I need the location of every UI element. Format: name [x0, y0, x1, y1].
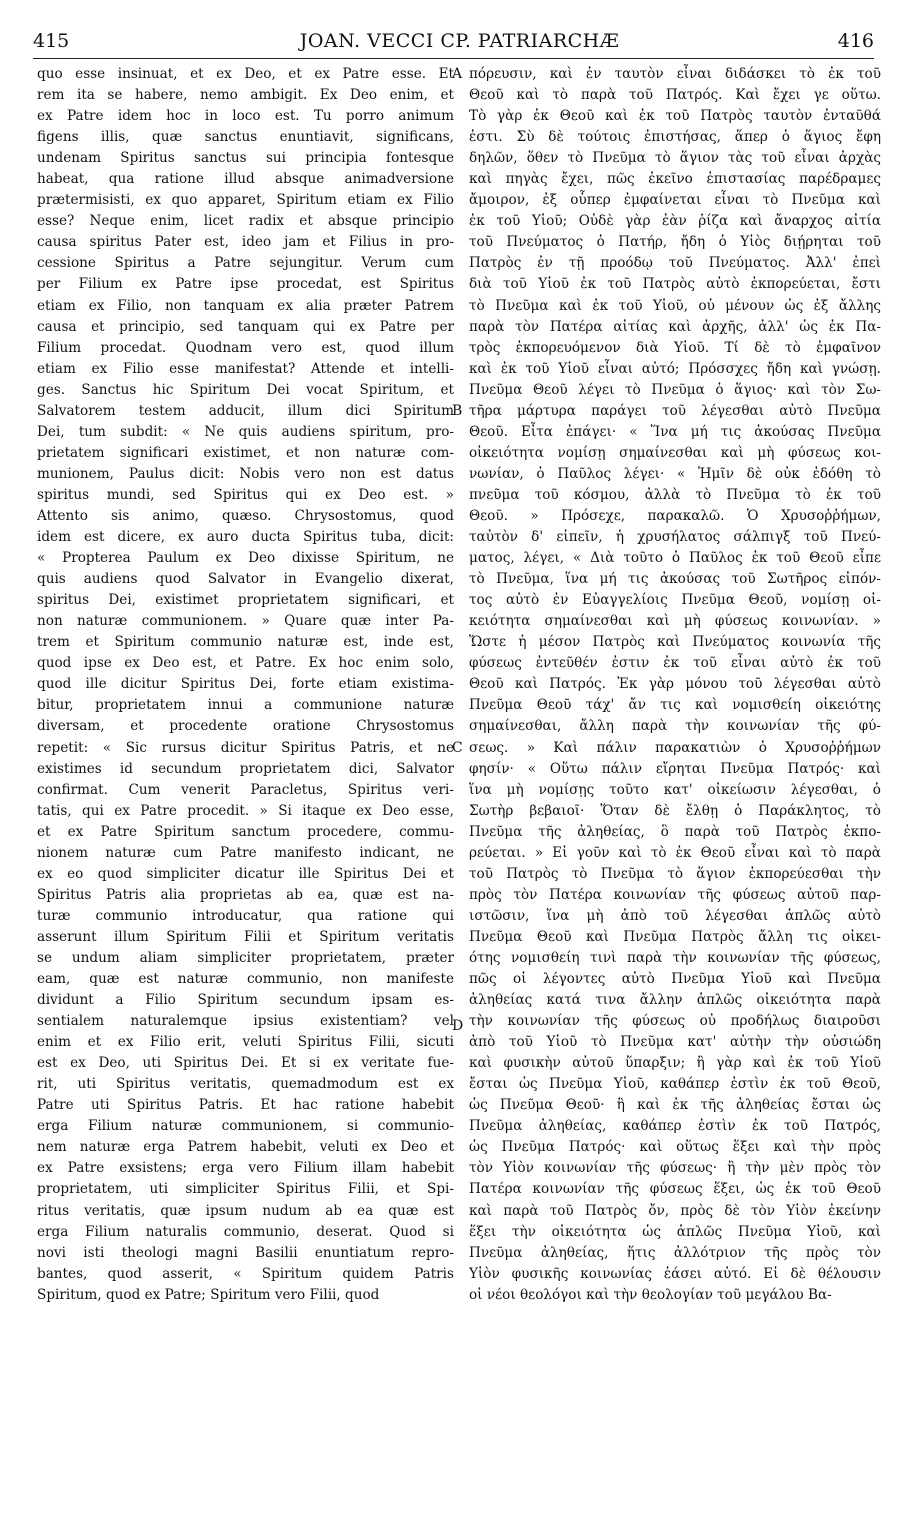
greek-text-line: πνεῦμα τοῦ κόσμου, ἀλλὰ τὸ Πνεῦμα τὸ ἐκ τοῦ	[469, 486, 881, 503]
greek-text-line: Πνεῦμα Θεοῦ καὶ Πνεῦμα Πατρὸς ἄλλη τις οἰκει-	[469, 928, 881, 945]
greek-text-line: ἵνα μὴ νομίσῃς τοῦτο κατ' οἰκείωσιν λέγεσθαι, ὁ	[469, 781, 881, 798]
greek-text-line: ἐστι. Σὺ δὲ τούτοις ἐπιστήσας, ἅπερ ὁ ἅγιος ἔφη	[469, 129, 881, 146]
latin-text-line: figens illis, quæ sanctus enuntiavit, significans,	[37, 129, 454, 146]
latin-text-line: Filium procedat. Quodnam vero est, quod illum	[37, 339, 454, 356]
greek-text-line: Πνεῦμα ἀληθείας, ἥτις ἀλλότριον τῆς πρὸς τὸν	[469, 1244, 881, 1261]
greek-text-line: ἀληθείας κατά τινα ἄλλην ἁπλῶς οἰκειότητα παρὰ	[469, 992, 881, 1009]
latin-text-line: Attento sis animo, quæso. Chrysostomus, quod	[37, 507, 454, 524]
latin-text-line: et ex Patre Spiritum sanctum procedere, commu-	[37, 823, 454, 840]
greek-text-line: οἰκειότητα νομίσῃ σημαίνεσθαι καὶ μὴ φύσεως κοι-	[469, 444, 881, 461]
greek-text-line: σεως. » Καὶ πάλιν παρακατιὼν ὁ Χρυσοῤῥήμων	[469, 739, 881, 756]
greek-text-line: τρὸς ἐκπορευόμενον διὰ Υἱοῦ. Τί δὲ τὸ ἐμφαῖνον	[469, 339, 881, 356]
greek-text-line: ματος, λέγει, « Διὰ τοῦτο ὁ Παῦλος ἐκ τοῦ Θεοῦ εἶπε	[469, 550, 881, 567]
latin-text-line: ges. Sanctus hic Spiritum Dei vocat Spiritum, et	[37, 381, 454, 398]
greek-text-line: πόρευσιν, καὶ ἐν ταυτὸν εἶναι διδάσκει τὸ ἐκ τοῦ	[469, 66, 881, 82]
greek-text-line: Πνεῦμα Θεοῦ λέγει τὸ Πνεῦμα ὁ ἅγιος· καὶ τὸν Σω-	[469, 381, 881, 398]
latin-text-line: quis audiens quod Salvator in Evangelio dixerat,	[37, 571, 454, 588]
greek-text-line: φύσεως ἐντεῦθέν ἐστιν ἐκ τοῦ εἶναι αὐτὸ ἐκ τοῦ	[469, 655, 881, 672]
greek-text-line: τοῦ Πνεύματος ὁ Πατήρ, ἤδη ὁ Υἱὸς διῄρηται τοῦ	[469, 234, 881, 251]
latin-text-line: idem est dicere, ex auro ducta Spiritus tuba, dicit:	[37, 529, 454, 546]
latin-text-line: cessione Spiritus a Patre sejungitur. Verum cum	[37, 255, 454, 272]
latin-text-line: tatis, qui ex Patre procedit. » Si itaque ex Deo esse,	[37, 802, 454, 819]
latin-text-line: rem ita se habere, nemo ambigit. Ex Deo enim, et	[37, 87, 454, 104]
section-marker-a: A	[452, 66, 463, 82]
greek-text-line: Θεοῦ. Εἶτα ἐπάγει· « Ἵνα μή τις ἀκούσας Πνεῦμα	[469, 423, 881, 440]
latin-text-line: habeat, qua ratione illud absque animadversione	[37, 171, 454, 188]
page-number-left: 415	[33, 30, 70, 52]
latin-text-line: ex Patre exsistens; erga vero Filium illam habebit	[37, 1160, 454, 1177]
latin-text-line: repetit: « Sic rursus dicitur Spiritus Patris, et ne	[37, 739, 454, 756]
greek-text-line: Σωτὴρ βεβαιοῖ· Ὅταν δὲ ἔλθῃ ὁ Παράκλητος, τὸ	[469, 802, 881, 819]
latin-text-line: nionem naturæ cum Patre manifesto indicant, ne	[37, 844, 454, 861]
greek-text-line: καὶ ἐκ τοῦ Υἱοῦ εἶναι αὐτό; Πρόσσχες ἤδη καὶ γνώσῃ.	[469, 360, 881, 377]
greek-text-line: διὰ τοῦ Υἱοῦ ἐκ τοῦ Πατρὸς αὐτὸ ἐκπορεύεται, ἔστι	[469, 276, 881, 293]
latin-text-line: causa spiritus Pater est, ideo jam et Filius in pro-	[37, 234, 454, 251]
greek-text-line: Πνεῦμα τῆς ἀληθείας, ὃ παρὰ τοῦ Πατρὸς ἐκπο-	[469, 823, 881, 840]
greek-text-line: τος αὐτὸ ἐν Εὐαγγελίοις Πνεῦμα Θεοῦ, νομίσῃ οἰ-	[469, 592, 881, 609]
latin-text-line: bantes, quod asserit, « Spiritum quidem Patris	[37, 1265, 454, 1282]
greek-text-line: τὸν Υἱὸν κοινωνίαν τῆς φύσεως· ἢ τὴν μὲν πρὸς τὸν	[469, 1160, 881, 1177]
latin-text-line: quo esse insinuat, et ex Deo, et ex Patre esse. Et	[37, 66, 454, 82]
greek-text-line: τὴν κοινωνίαν τῆς φύσεως οὐ προδήλως διαιροῦσι	[469, 1013, 881, 1030]
greek-text-line: δηλῶν, ὅθεν τὸ Πνεῦμα τὸ ἅγιον τὰς τοῦ εἶναι ἀρχὰς	[469, 150, 881, 167]
latin-text-line: bitur, proprietatem innui a communione naturæ	[37, 697, 454, 714]
greek-text-line: παρὰ τὸν Πατέρα αἰτίας καὶ ἀρχῆς, ἀλλ' ὡς ἐκ Πα-	[469, 318, 881, 335]
greek-text-line: Πατρὸς ἐν τῇ προόδῳ τοῦ Πνεύματος. Ἀλλ' ἐπεὶ	[469, 255, 881, 272]
latin-text-line: Salvatorem testem adducit, illum dici Spiritum	[37, 402, 454, 419]
section-marker-d: D	[452, 1018, 464, 1034]
greek-text-line: Θεοῦ. » Πρόσεχε, παρακαλῶ. Ὁ Χρυσοῤῥήμων,	[469, 507, 881, 524]
latin-text-line: rit, uti Spiritus veritatis, quemadmodum est ex	[37, 1076, 454, 1093]
latin-text-line: spiritus mundi, sed Spiritus qui ex Deo est. »	[37, 486, 454, 503]
latin-text-line: nem naturæ erga Patrem habebit, veluti ex Deo et	[37, 1139, 454, 1156]
latin-text-line: munionem, Paulus dicit: Nobis vero non est datus	[37, 465, 454, 482]
header-rule	[33, 58, 874, 59]
latin-text-line: ritus veritatis, quæ ipsum nudum ab ea quæ est	[37, 1202, 454, 1219]
page-number-right: 416	[837, 30, 874, 52]
greek-text-line: σημαίνεσθαι, ἄλλη παρὰ τὴν κοινωνίαν τῆς φύ-	[469, 718, 881, 735]
latin-text-line: causa et principio, sed tanquam qui ex Patre per	[37, 318, 454, 335]
greek-text-line: Ὥστε ἡ μέσον Πατρὸς καὶ Πνεύματος κοινωνία τῆς	[469, 634, 881, 651]
greek-text-line: ὡς Πνεῦμα Θεοῦ· ἢ καὶ ἐκ τῆς ἀληθείας ἔσται ὡς	[469, 1097, 881, 1114]
latin-text-line: etiam ex Filio esse manifestat? Attende et intelli-	[37, 360, 454, 377]
latin-text-line: proprietatem, uti simpliciter Spiritus Filii, et Spi-	[37, 1181, 454, 1198]
latin-text-line: quod ipse ex Deo est, et Patre. Ex hoc enim solo,	[37, 655, 454, 672]
latin-column	[37, 64, 454, 1306]
greek-text-line: ὡς Πνεῦμα Πατρός· καὶ οὕτως ἕξει καὶ τὴν πρὸς	[469, 1139, 881, 1156]
latin-text-line: per Filium ex Patre ipse procedat, est Spiritus	[37, 276, 454, 293]
latin-text-line: existimes id secundum proprietatem dici, Salvator	[37, 760, 454, 777]
latin-text-line: Dei, tum subdit: « Ne quis audiens spiritum, pro-	[37, 423, 454, 440]
latin-text-line: Spiritum, quod ex Patre; Spiritum vero Filii, quod	[37, 1286, 380, 1303]
latin-text-line: ex Patre idem hoc in loco est. Tu porro animum	[37, 108, 454, 125]
greek-text-line: ἀπὸ τοῦ Υἱοῦ τὸ Πνεῦμα κατ' αὐτὴν τὴν οὐσιώδη	[469, 1034, 881, 1051]
greek-text-line: νωνίαν, ὁ Παῦλος λέγει· « Ἡμῖν δὲ οὐκ ἐδόθη τὸ	[469, 465, 881, 482]
latin-text-line: esse? Neque enim, licet radix et absque principio	[37, 213, 454, 230]
greek-text-line: φησίν· « Οὕτω πάλιν εἴρηται Πνεῦμα Πατρός· καὶ	[469, 760, 881, 777]
greek-text-line: ἕξει τὴν οἰκειότητα ὡς ἁπλῶς Πνεῦμα Υἱοῦ, καὶ	[469, 1223, 881, 1240]
greek-text-line: ἔσται ὡς Πνεῦμα Υἱοῦ, καθάπερ ἐστὶν ἐκ τοῦ Θεοῦ,	[469, 1076, 881, 1093]
greek-text-line: Τὸ γὰρ ἐκ Θεοῦ καὶ ἐκ τοῦ Πατρὸς ταυτὸν ἐνταῦθά	[469, 108, 881, 125]
page-header	[0, 0, 919, 60]
latin-text-line: enim et ex Filio erit, veluti Spiritus Filii, sicuti	[37, 1034, 454, 1051]
greek-text-line: τὸ Πνεῦμα καὶ ἐκ τοῦ Υἱοῦ, οὐ μένουν ὡς ἐξ ἄλλης	[469, 297, 881, 314]
latin-text-line: non naturæ communionem. » Quare quæ inter Pa-	[37, 613, 454, 630]
latin-text-line: est ex Deo, uti Spiritus Dei. Et si ex veritate fue-	[37, 1055, 454, 1072]
greek-text-line: Πνεῦμα Θεοῦ τάχ' ἄν τις καὶ νομισθείη οἰκειότης	[469, 697, 881, 714]
latin-text-line: trem et Spiritum communio naturæ est, inde est,	[37, 634, 454, 651]
greek-text-line: πῶς οἱ λέγοντες αὐτὸ Πνεῦμα Υἱοῦ καὶ Πνεῦμα	[469, 971, 881, 988]
greek-text-line: Θεοῦ καὶ τὸ παρὰ τοῦ Πατρός. Καὶ ἔχει γε οὕτω.	[469, 87, 881, 104]
section-marker-b: B	[452, 403, 463, 419]
greek-column	[469, 64, 881, 1306]
greek-text-line: τῆρα μάρτυρα παράγει τοῦ λέγεσθαι αὐτὸ Πνεῦμα	[469, 402, 881, 419]
greek-text-line: καὶ παρὰ τοῦ Πατρὸς ὄν, πρὸς δὲ τὸν Υἱὸν ἐκείνην	[469, 1202, 881, 1219]
latin-text-line: eam, quæ est naturæ communio, non manifeste	[37, 971, 454, 988]
greek-text-line: Θεοῦ καὶ Πατρός. Ἐκ γὰρ μόνου τοῦ λέγεσθαι αὐτὸ	[469, 676, 881, 693]
latin-text-line: prætermisisti, ex quo apparet, Spiritum etiam ex Filio	[37, 192, 454, 209]
latin-text-line: confirmat. Cum venerit Paracletus, Spiritus veri-	[37, 781, 454, 798]
latin-text-line: novi isti theologi magni Basilii enuntiatum repro-	[37, 1244, 454, 1261]
latin-text-line: quod ille dicitur Spiritus Dei, forte etiam existima-	[37, 676, 454, 693]
greek-text-line: πρὸς τὸν Πατέρα κοινωνίαν τῆς φύσεως αὐτοῦ παρ-	[469, 886, 881, 903]
greek-text-line: ἐκ τοῦ Υἱοῦ; Οὐδὲ γὰρ ἐὰν ῥίζα καὶ ἄναρχος αἰτία	[469, 213, 881, 230]
greek-text-line: καὶ πηγὰς ἔχει, πῶς ἐκεῖνο ἐπιστασίας παρέδραμες	[469, 171, 881, 188]
greek-text-line: ἄμοιρον, ἐξ οὗπερ ἐμφαίνεται εἶναι τὸ Πνεῦμα καὶ	[469, 192, 881, 209]
greek-text-line: κειότητα σημαίνεσθαι καὶ μὴ φύσεως κοινωνίαν. »	[469, 613, 881, 630]
greek-text-line: τὸ Πνεῦμα, ἵνα μή τις ἀκούσας τοῦ Σωτῆρος εἰπόν-	[469, 571, 881, 588]
latin-text-line: se undum aliam simpliciter proprietatem, præter	[37, 949, 454, 966]
latin-text-line: turæ communio introducatur, qua ratione qui	[37, 907, 454, 924]
latin-text-line: Spiritus Patris alia proprietas ab ea, quæ est na-	[37, 886, 454, 903]
latin-text-line: Patre uti Spiritus Patris. Et hac ratione habebit	[37, 1097, 454, 1114]
latin-text-line: dividunt a Filio Spiritum secundum ipsam es-	[37, 992, 454, 1009]
greek-text-line: ιστῶσιν, ἵνα μὴ ἀπὸ τοῦ λέγεσθαι ἁπλῶς αὐτὸ	[469, 907, 881, 924]
latin-text-line: erga Filium naturæ communionem, si communio-	[37, 1118, 454, 1135]
greek-text-line: τοῦ Πατρὸς τὸ Πνεῦμα τὸ ἅγιον ἐκπορεύεσθαι τὴν	[469, 865, 881, 882]
greek-text-line: καὶ φυσικὴν αὐτοῦ ὕπαρξιν; ἢ γὰρ καὶ ἐκ τοῦ Υἱοῦ	[469, 1055, 881, 1072]
latin-text-line: « Propterea Paulum ex Deo dixisse Spiritum, ne	[37, 550, 454, 567]
greek-text-line: Πατέρα κοινωνίαν τῆς φύσεως ἕξει, ὡς ἐκ τοῦ Θεοῦ	[469, 1181, 881, 1198]
latin-text-line: ex eo quod simpliciter dicatur ille Spiritus Dei et	[37, 865, 454, 882]
latin-text-line: diversam, et procedente oratione Chrysostomus	[37, 718, 454, 735]
section-marker-c: C	[452, 740, 463, 756]
latin-text-line: asserunt illum Spiritum Filii et Spiritum veritatis	[37, 928, 454, 945]
greek-text-line: Πνεῦμα ἀληθείας, καθάπερ ἐστὶν ἐκ τοῦ Πατρός,	[469, 1118, 881, 1135]
latin-text-line: erga Filium naturalis communio, deserat. Quod si	[37, 1223, 454, 1240]
greek-text-line: ρεύεται. » Εἰ γοῦν καὶ τὸ ἐκ Θεοῦ εἶναι καὶ τὸ παρὰ	[469, 844, 881, 861]
latin-text-line: etiam ex Filio, non tanquam ex alia præter Patrem	[37, 297, 454, 314]
latin-text-line: spiritus Dei, existimet proprietatem significari, et	[37, 592, 454, 609]
greek-text-line: ότης νομισθείη τινὶ παρὰ τὴν κοινωνίαν τῆς φύσεως,	[469, 949, 881, 966]
latin-text-line: sentialem naturalemque ipsius existentiam? vel	[37, 1013, 454, 1030]
latin-text-line: prietatem significari existimet, et non naturæ com-	[37, 444, 454, 461]
running-title: JOAN. VECCI CP. PATRIARCHÆ	[299, 30, 620, 52]
latin-text-line: undenam Spiritus sanctus sui principia fontesque	[37, 150, 454, 167]
greek-text-line: οἱ νέοι θεολόγοι καὶ τὴν θεολογίαν τοῦ μεγάλου Βα-	[469, 1286, 832, 1303]
greek-text-line: ταὐτὸν δ' εἰπεῖν, ἡ χρυσήλατος σάλπιγξ τοῦ Πνεύ-	[469, 529, 881, 546]
greek-text-line: Υἱὸν φυσικῆς κοινωνίας ἐάσει αὐτό. Εἰ δὲ θέλουσιν	[469, 1265, 881, 1282]
